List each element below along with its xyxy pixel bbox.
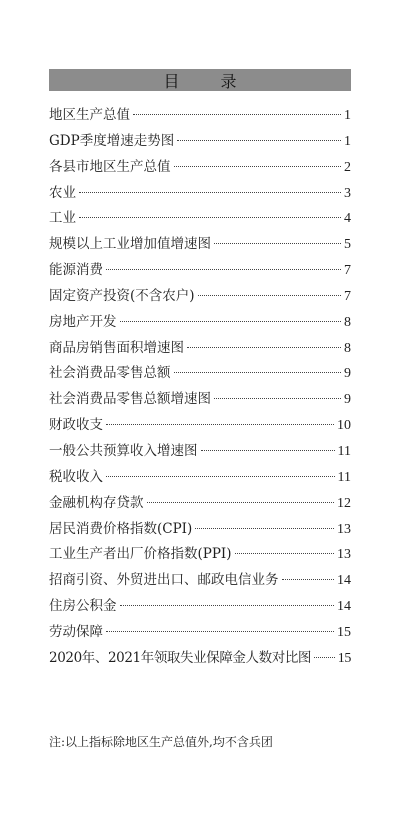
dot-leader	[214, 398, 341, 399]
toc-entry[interactable]	[49, 206, 351, 232]
toc-entry[interactable]	[49, 568, 351, 594]
toc-entry-page: 14	[337, 599, 351, 615]
toc-entry[interactable]	[49, 439, 351, 465]
dot-leader	[235, 553, 334, 554]
toc-entry-page: 10	[337, 418, 351, 434]
toc-entry[interactable]	[49, 491, 351, 517]
dot-leader	[79, 192, 341, 193]
dot-leader	[120, 321, 342, 322]
toc-entry-page: 7	[344, 263, 351, 279]
dot-leader	[187, 347, 341, 348]
toc-entry-page: 14	[337, 573, 351, 589]
toc-entry-label: 税收收入	[49, 468, 103, 485]
toc-entry-page: 9	[344, 392, 351, 408]
toc-entry[interactable]	[49, 232, 351, 258]
toc-entry-page: 5	[344, 237, 351, 253]
toc-entry-label: 农业	[49, 184, 76, 201]
dot-leader	[106, 424, 334, 425]
dot-leader	[79, 217, 341, 218]
toc-entry-page: 4	[344, 211, 351, 227]
toc-title: 目 录	[163, 71, 255, 91]
toc-entry-page: 7	[344, 288, 351, 304]
toc-entry-page: 9	[344, 366, 351, 382]
toc-entry-label: 招商引资、外贸进出口、邮政电信业务	[49, 572, 279, 589]
dot-leader	[314, 657, 335, 658]
toc-entry-label: 房地产开发	[49, 313, 117, 330]
toc-entry[interactable]	[49, 103, 351, 129]
toc-entry-label: 规模以上工业增加值增速图	[49, 236, 211, 253]
dot-leader	[198, 295, 341, 296]
toc-entry-page: 13	[337, 547, 351, 563]
toc-entry-page: 2	[344, 159, 351, 175]
toc-entry[interactable]	[49, 646, 351, 672]
toc-entry-label: 商品房销售面积增速图	[49, 339, 184, 356]
toc-entry-page: 11	[337, 443, 351, 459]
dot-leader	[174, 372, 342, 373]
toc-entry[interactable]	[49, 310, 351, 336]
toc-entry-label: 固定资产投资(不含农户)	[49, 287, 195, 304]
toc-entry-page: 3	[344, 185, 351, 201]
toc-entry-label: 工业	[49, 210, 76, 227]
toc-entry[interactable]	[49, 284, 351, 310]
toc-entry[interactable]	[49, 129, 351, 155]
toc-entry[interactable]	[49, 413, 351, 439]
toc-entry-label: 一般公共预算收入增速图	[49, 442, 198, 459]
dot-leader	[201, 450, 335, 451]
toc-entry-page: 11	[337, 469, 351, 485]
toc-entry-label: GDP季度增速走势图	[49, 132, 175, 149]
dot-leader	[120, 605, 335, 606]
toc-entry-page: 1	[344, 133, 351, 149]
toc-entry-page: 15	[337, 624, 351, 640]
dot-leader	[147, 502, 335, 503]
toc-entry-page: 8	[344, 340, 351, 356]
toc-entry-label: 金融机构存贷款	[49, 494, 144, 511]
toc-entry-label: 地区生产总值	[49, 107, 130, 123]
toc-entry[interactable]	[49, 387, 351, 413]
toc-entry-page: 13	[337, 521, 351, 537]
toc-entry[interactable]	[49, 155, 351, 181]
toc-entry-label: 各县市地区生产总值	[49, 158, 171, 175]
table-of-contents	[49, 103, 351, 672]
toc-entry-label: 财政收支	[49, 417, 103, 434]
toc-entry-label: 社会消费品零售总额增速图	[49, 391, 211, 408]
dot-leader	[106, 631, 334, 632]
toc-entry[interactable]	[49, 258, 351, 284]
toc-entry-page: 12	[337, 495, 351, 511]
dot-leader	[177, 140, 341, 141]
dot-leader	[195, 528, 334, 529]
toc-entry-page: 1	[344, 108, 351, 123]
toc-entry[interactable]	[49, 181, 351, 207]
toc-entry-label: 能源消费	[49, 262, 103, 279]
dot-leader	[106, 476, 335, 477]
dot-leader	[106, 269, 341, 270]
toc-entry-label: 工业生产者出厂价格指数(PPI)	[49, 546, 232, 563]
dot-leader	[214, 243, 341, 244]
dot-leader	[133, 114, 341, 115]
toc-entry-page: 15	[337, 650, 351, 666]
toc-entry-page: 8	[344, 314, 351, 330]
dot-leader	[282, 579, 335, 580]
toc-entry[interactable]	[49, 620, 351, 646]
toc-entry[interactable]	[49, 336, 351, 362]
toc-entry-label: 社会消费品零售总额	[49, 365, 171, 382]
toc-header-bar	[49, 69, 351, 91]
dot-leader	[174, 166, 342, 167]
toc-entry[interactable]	[49, 465, 351, 491]
toc-entry[interactable]	[49, 361, 351, 387]
toc-entry-label: 2020年、2021年领取失业保障金人数对比图	[49, 649, 312, 666]
toc-entry[interactable]	[49, 542, 351, 568]
toc-entry-label: 住房公积金	[49, 598, 117, 615]
toc-entry-label: 居民消费价格指数(CPI)	[49, 520, 193, 537]
toc-entry[interactable]	[49, 517, 351, 543]
toc-entry-label: 劳动保障	[49, 623, 103, 640]
toc-entry[interactable]	[49, 594, 351, 620]
footnote: 注:以上指标除地区生产总值外,均不含兵团	[49, 735, 273, 749]
